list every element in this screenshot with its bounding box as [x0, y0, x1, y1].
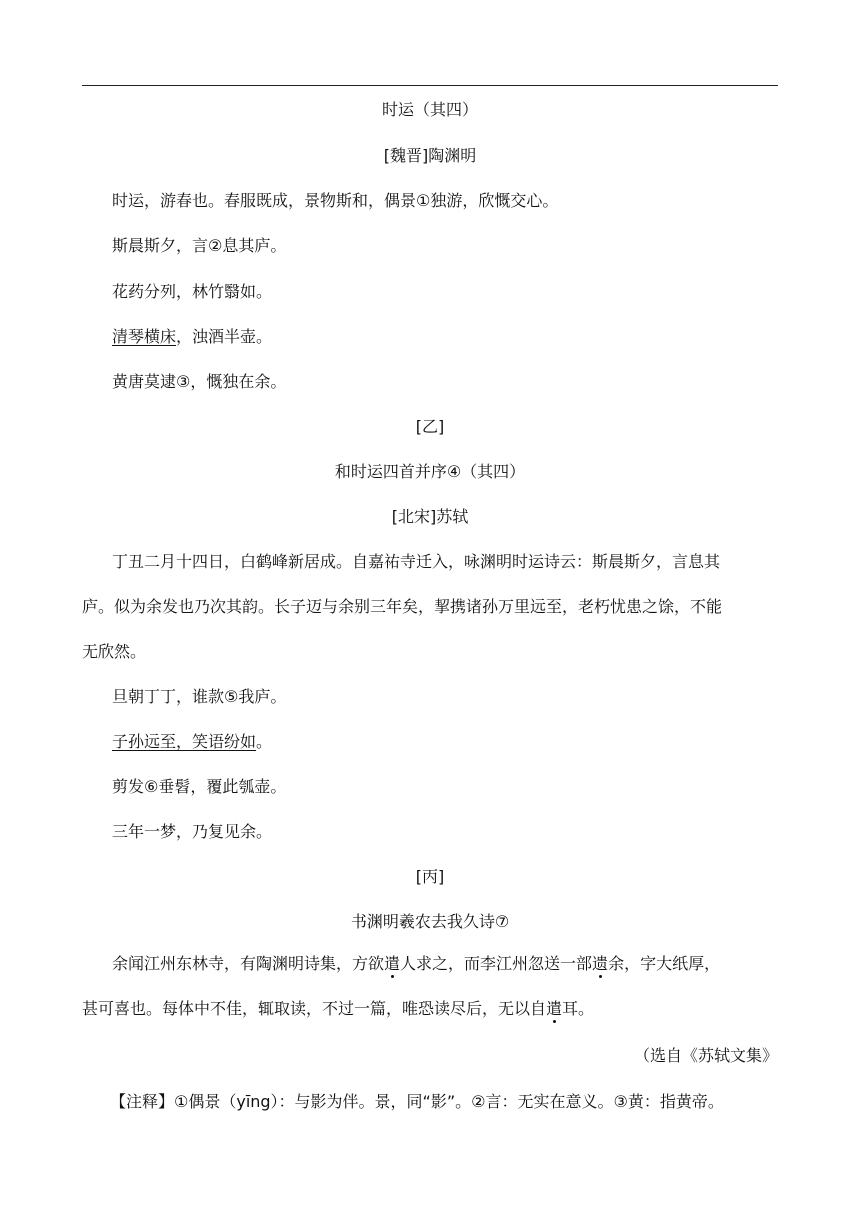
prose-bing-line-1-part-b: 人求之，而李江州忽送一部 [400, 954, 593, 973]
source-citation: （选自《苏轼文集》 [633, 1046, 778, 1065]
poem-yi-preface-line-3: 无欣然。 [82, 642, 147, 661]
poem-jia-line-1: 斯晨斯夕，言②息其庐。 [112, 236, 287, 255]
poem-yi-line-1: 旦朝丁丁，谁款⑤我庐。 [112, 687, 287, 706]
emphasis-dot-char: 遣 [546, 999, 563, 1018]
poem-yi-line-2-rest: 。 [256, 732, 273, 751]
poem-yi-line-3: 剪发⑥垂髫，覆此瓠壶。 [112, 777, 287, 796]
poem-jia-preface: 时运，游春也。春服既成，景物斯和，偶景①独游，欣慨交心。 [112, 191, 559, 210]
poem-yi-author: [北宋]苏轼 [391, 507, 469, 526]
poem-jia-author: [魏晋]陶渊明 [383, 146, 477, 165]
poem-jia-line-2: 花药分列，林竹翳如。 [112, 282, 273, 301]
poem-yi-preface-line-2: 庐。似为余发也乃次其韵。长子迈与余别三年矣，挈携诸孙万里远至，老朽忧患之馀，不能 [82, 597, 723, 616]
top-rule [82, 85, 778, 86]
poem-yi-line-2 [112, 732, 272, 752]
poem-jia-line-3 [112, 327, 272, 347]
annotation-notes: 【注释】①偶景（yīng）：与影为伴。景，同“影”。②言：无实在意义。③黄：指黄帝。 [110, 1092, 724, 1111]
emphasis-dot-char: 遣 [384, 954, 401, 973]
prose-bing-line-1 [112, 954, 720, 974]
prose-bing-line-1-part-c: 余，字大纸厚， [608, 954, 721, 973]
poem-yi-title: 和时运四首并序④（其四） [334, 462, 526, 481]
poem-yi-line-4: 三年一梦，乃复见余。 [112, 822, 273, 841]
prose-bing-line-2 [82, 999, 594, 1019]
poem-jia-line-3-rest: ，浊酒半壶。 [176, 327, 273, 346]
poem-yi-preface-line-1: 丁丑二月十四日，白鹤峰新居成。自嘉祐寺迁入，咏渊明时运诗云：斯晨斯夕，言息其 [112, 552, 721, 571]
poem-jia-underlined-phrase: 清琴横床 [112, 327, 177, 346]
section-marker-bing: [丙] [415, 867, 445, 886]
poem-jia-line-4: 黄唐莫逮③，慨独在余。 [112, 372, 287, 391]
emphasis-dot-char: 遗 [592, 954, 609, 973]
prose-bing-line-2-part-b: 耳。 [562, 999, 595, 1018]
section-marker-yi: [乙] [415, 417, 445, 436]
poem-yi-underlined-phrase: 子孙远至，笑语纷如 [112, 732, 257, 751]
prose-bing-line-2-part-a: 甚可喜也。每体中不佳，辄取读，不过一篇，唯恐读尽后，无以自 [82, 999, 547, 1018]
poem-jia-title: 时运（其四） [381, 100, 478, 119]
prose-bing-line-1-part-a: 余闻江州东林寺，有陶渊明诗集，方欲 [112, 954, 385, 973]
prose-bing-title: 书渊明羲农去我久诗⑦ [350, 912, 510, 931]
